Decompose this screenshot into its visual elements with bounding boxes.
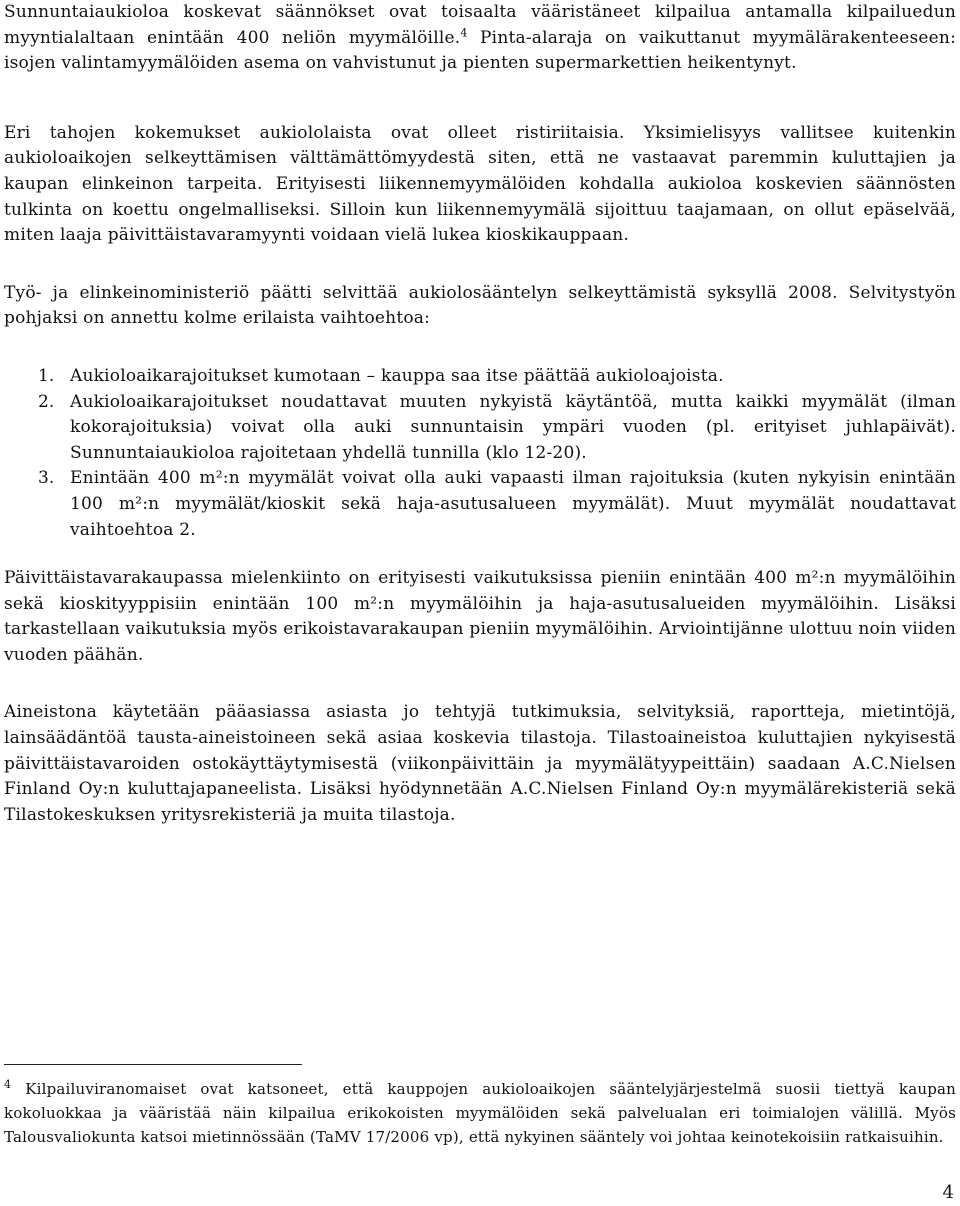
option-text: Enintään 400 m²:n myymälät voivat olla auki vapaasti ilman rajoituksia (kuten nykyisin enintään 100 m²:n myymälät/kioskit sekä haja-asutusalueen myymälät). Muut myymälät noudattavat vaihtoehtoa 2. [70,468,956,540]
experiences-paragraph: Eri tahojen kokemukset aukiololaista ovat olleet ristiriitaisia. Yksimielisyys vallitsee kuitenkin aukioloaikojen selkeyttämisen välttämättömyydestä siten, että ne vastaavat paremmin kuluttajien ja kaupan elinkeinon tarpeita. Erityisesti liikennemyymälöiden kohdalla aukioloa koskevien säännösten tulkinta on koettu ongelmalliseksi. Silloin kun liikennemyymälä sijoittuu taajamaan, on ollut epäselvää, miten laaja päivittäistavaramyynti voidaan vielä lukea kioskikauppaan. [4,122,956,246]
intro-text-continued: Pinta-alaraja on vaikuttanut myymälärakenteeseen: isojen valintamyymälöiden asema on vahvistunut ja pienten supermarkettien heikentynyt. [4,27,956,74]
option-number: 3. [38,468,55,489]
option-number: 1. [38,365,55,386]
option-text: Aukioloaikarajoitukset noudattavat muuten nykyistä käytäntöä, mutta kaikki myymälät (ilman kokorajoituksia) voivat olla auki sunnuntaisin ympäri vuoden (pl. erityiset juhlapäivät). Sunnuntaiaukioloa rajoitetaan yhdellä tunnilla (klo 12-20). [70,391,956,463]
page-number: 4 [942,1182,954,1203]
document-page [4,0,956,828]
option-number: 2. [38,391,55,412]
footnote-reference[interactable]: 4 [460,25,468,39]
intro-text: Sunnuntaiaukioloa koskevat säännökset ovat toisaalta vääristäneet kilpailua antamalla kilpailuedun myyntialaltaan enintään 400 neliön myymälöille. [4,2,956,48]
footnote [4,1077,956,1149]
option-item [4,466,956,543]
footnote-mark: 4 [4,1078,12,1091]
footnote-divider [4,1064,302,1065]
option-text: Aukioloaikarajoitukset kumotaan – kauppa saa itse päättää aukioloajoista. [70,365,724,386]
option-item [4,390,956,467]
option-item [4,364,956,390]
ministry-paragraph: Työ- ja elinkeinoministeriö päätti selvittää aukiolosääntelyn selkeyttämistä syksyllä 2008. Selvitystyön pohjaksi on annettu kolme erilaista vaihtoehtoa: [4,282,956,329]
sources-paragraph: Aineistona käytetään pääasiassa asiasta jo tehtyjä tutkimuksia, selvityksiä, raportteja, mietintöjä, lainsäädäntöä tausta-aineistoineen sekä asiaa koskevia tilastoja. Tilastoaineistoa kuluttajien nykyisestä päivittäistavaroiden ostokäyttäytymisestä (viikonpäivittäin ja myymälätyypeittäin) saadaan A.C.Nielsen Finland Oy:n kuluttajapaneelista. Lisäksi hyödynnetään A.C.Nielsen Finland Oy:n myymälärekisteriä sekä Tilastokeskuksen yritysrekisteriä ja muita tilastoja. [4,702,956,825]
intro-paragraph [4,0,956,77]
options-list [4,364,956,543]
footnote-text: Kilpailuviranomaiset ovat katsoneet, että kauppojen aukioloaikojen sääntelyjärjestelmä suosii tiettyä kaupan kokoluokkaa ja vääristää näin kilpailua erikokoisten myymälöiden sekä palvelualan eri toimialojen välillä. Myös Talousvaliokunta katsoi mietinnössään (TaMV 17/2006 vp), että nykyinen sääntely voi johtaa keinotekoisiin ratkaisuihin. [4,1080,956,1146]
retail-paragraph: Päivittäistavarakaupassa mielenkiinto on erityisesti vaikutuksissa pieniin enintään 400 m²:n myymälöihin sekä kioskityyppisiin enintään 100 m²:n myymälöihin ja haja-asutusalueiden myymälöihin. Lisäksi tarkastellaan vaikutuksia myös erikoistavarakaupan pieniin myymälöihin. Arviointijänne ulottuu noin viiden vuoden päähän. [4,568,956,665]
